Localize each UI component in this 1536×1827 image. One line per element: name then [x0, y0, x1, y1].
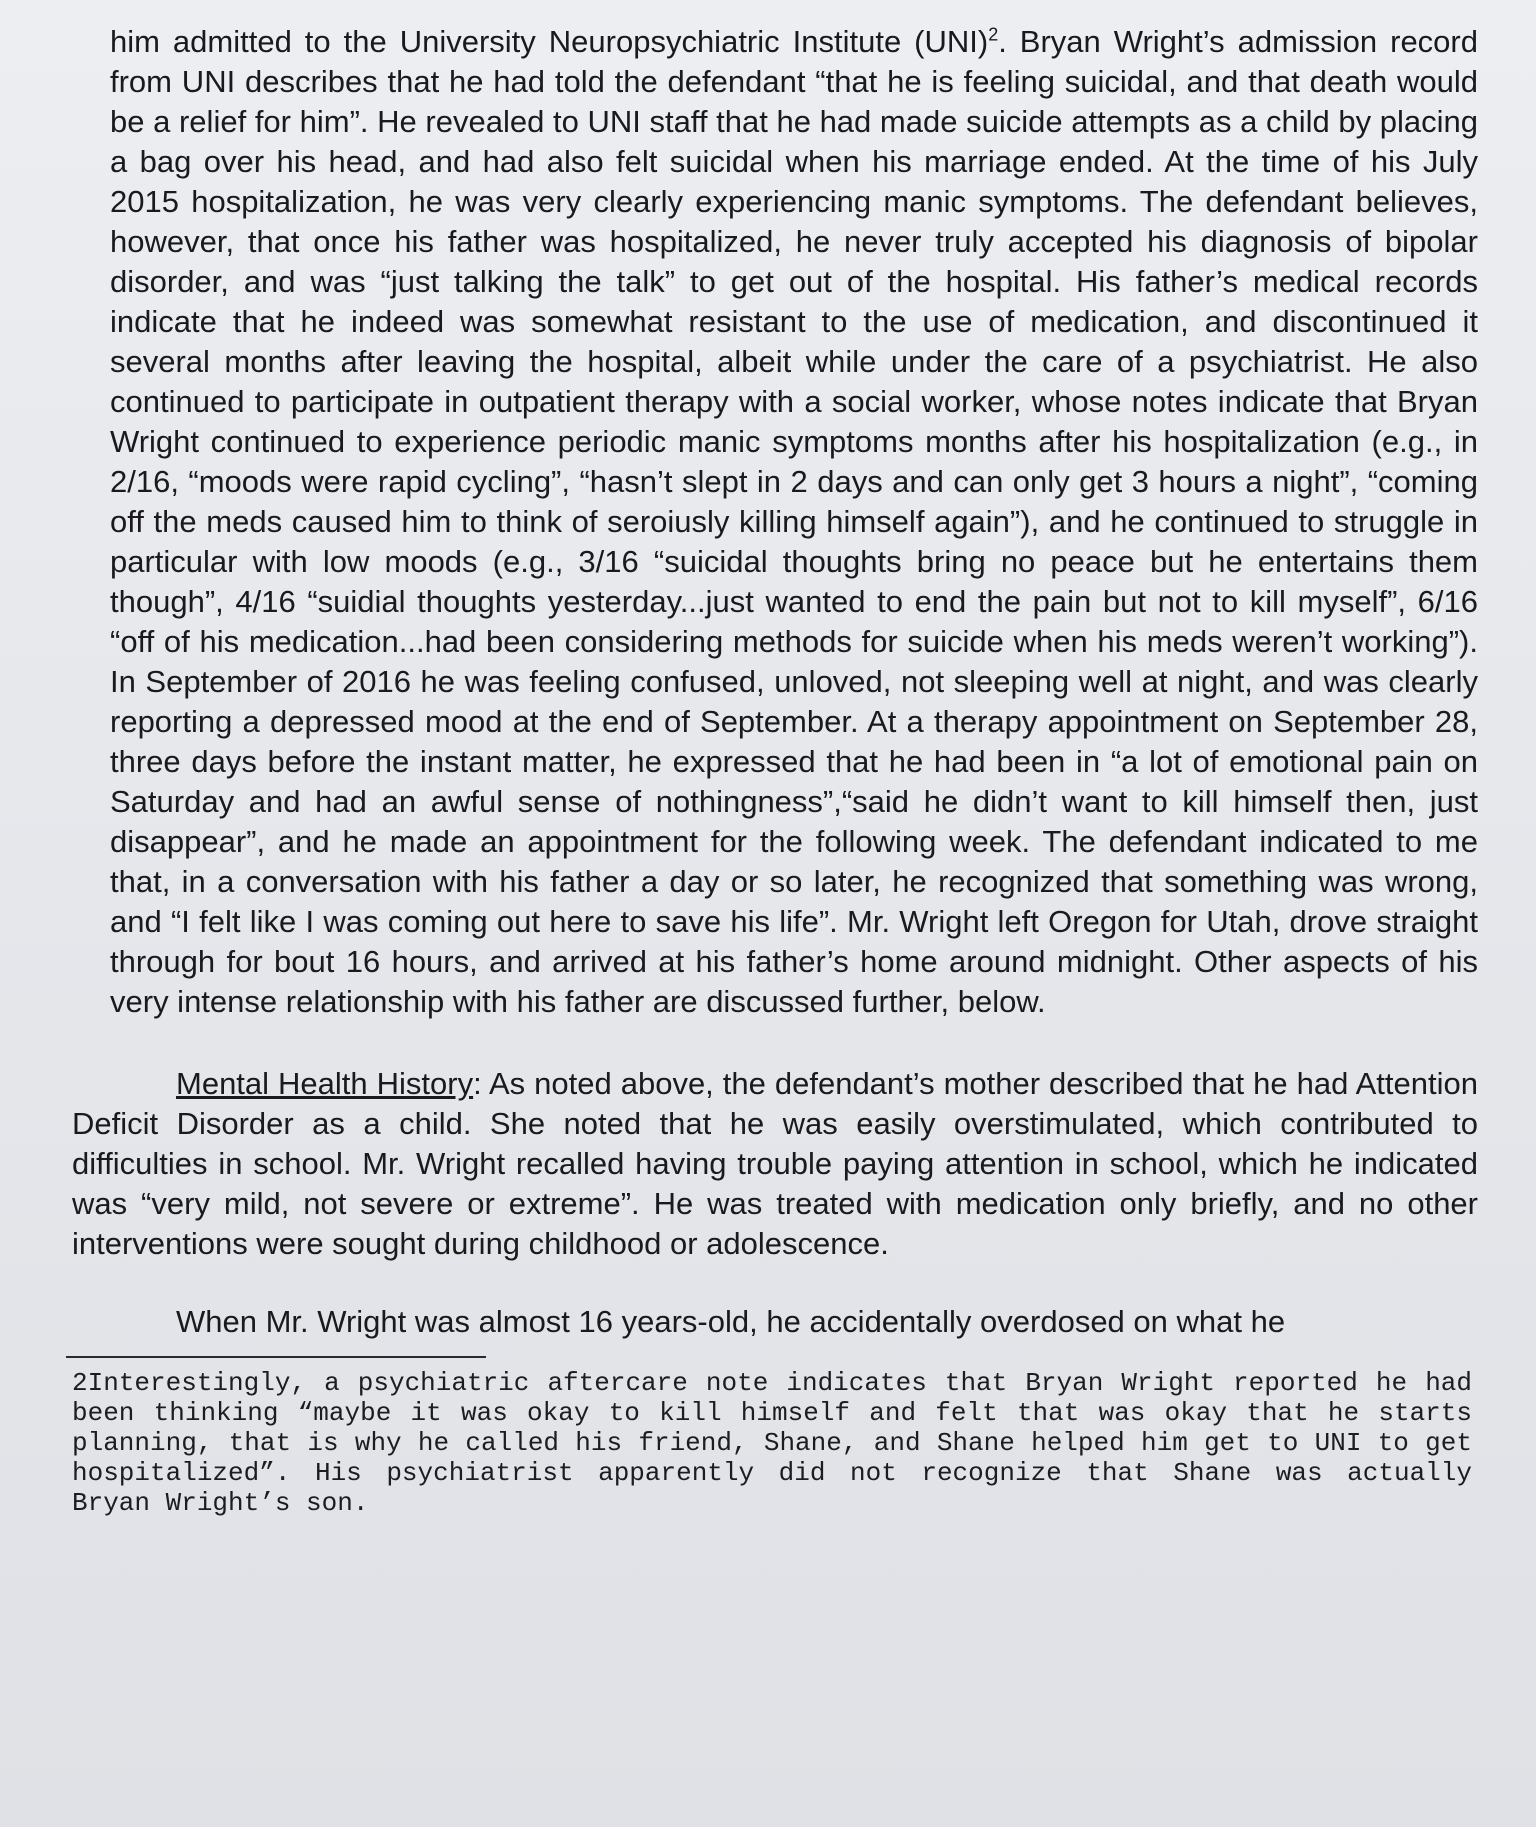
paragraph-overdose — [72, 1302, 1478, 1342]
paragraph-3-text: When Mr. Wright was almost 16 years-old, he accidentally overdosed on what he — [176, 1304, 1286, 1339]
paragraph-2-text: : As noted above, the defendant’s mother described that he had Attention Deficit Disorder as a child. She noted that he was easily overstimulated, which contributed to difficulties in school. Mr. Wright recalled having trouble paying attention in school, which he indicated was “very mild, not severe or extreme”. He was treated with medication only briefly, and no other interventions were sought during childhood or adolescence. — [72, 1066, 1478, 1261]
paragraph-mental-health-history — [72, 1064, 1478, 1264]
footnote-text: Interestingly, a psychiatric aftercare note indicates that Bryan Wright reported he had been thinking “maybe it was okay to kill himself and felt that was okay that he starts planning, that is why he called his friend, Shane, and Shane helped him get to UNI to get hospitalized”. His psychiatrist apparently did not recognize that Shane was actually Bryan Wright’s son. — [72, 1368, 1472, 1518]
footnote-reference[interactable]: 2 — [988, 24, 999, 45]
paragraph-1-text-rest: . Bryan Wright’s admission record from UNI describes that he had told the defendant “that he is feeling suicidal, and that death would be a relief for him”. He revealed to UNI staff that he had made suicide attempts as a child by placing a bag over his head, and had also felt suicidal when his marriage ended. At the time of his July 2015 hospitalization, he was very clearly experiencing manic symptoms. The defendant believes, however, that once his father was hospitalized, he never truly accepted his diagnosis of bipolar disorder, and was “just talking the talk” to get out of the hospital. His father’s medical records indicate that he indeed was somewhat resistant to the use of medication, and discontinued it several months after leaving the hospital, albeit while under the care of a psychiatrist. He also continued to participate in outpatient therapy with a social worker, whose notes indicate that Bryan Wright continued to experience periodic manic symptoms months after his hospitalization (e.g., in 2/16, “moods were rapid cycling”, “hasn’t slept in 2 days and can only get 3 hours a night”, “coming off the meds caused him to think of seroiusly killing himself again”), and he continued to struggle in particular with low moods (e.g., 3/16 “suicidal thoughts bring no peace but he entertains them though”, 4/16 “suidial thoughts yesterday...just wanted to end the pain but not to kill myself”, 6/16 “off of his medication...had been considering methods for suicide when his meds weren’t working”). In September of 2016 he was feeling confused, unloved, not sleeping well at night, and was clearly reporting a depressed mood at the end of September. At a therapy appointment on September 28, three days before the instant matter, he expressed that he had been in “a lot of emotional pain on Saturday and had an awful sense of nothingness”,“said he didn’t want to kill himself then, just disappear”, and he made an appointment for the following week. The defendant indicated to me that, in a conversation with his father a day or so later, he recognized that something was wrong, and “I felt like I was coming out here to save his life”. Mr. Wright left Oregon for Utah, drove straight through for bout 16 hours, and arrived at his father’s home around midnight. Other aspects of his very intense relationship with his father are discussed further, below. — [110, 24, 1478, 1019]
footnote-number: 2 — [72, 1368, 88, 1398]
mental-health-history-heading: Mental Health History — [176, 1066, 474, 1101]
footnote-divider — [66, 1356, 486, 1358]
footnote-2 — [72, 1368, 1478, 1518]
paragraph-1-text-start: him admitted to the University Neuropsychiatric Institute (UNI) — [110, 24, 989, 59]
paragraph-father-hospitalization — [110, 22, 1478, 1022]
